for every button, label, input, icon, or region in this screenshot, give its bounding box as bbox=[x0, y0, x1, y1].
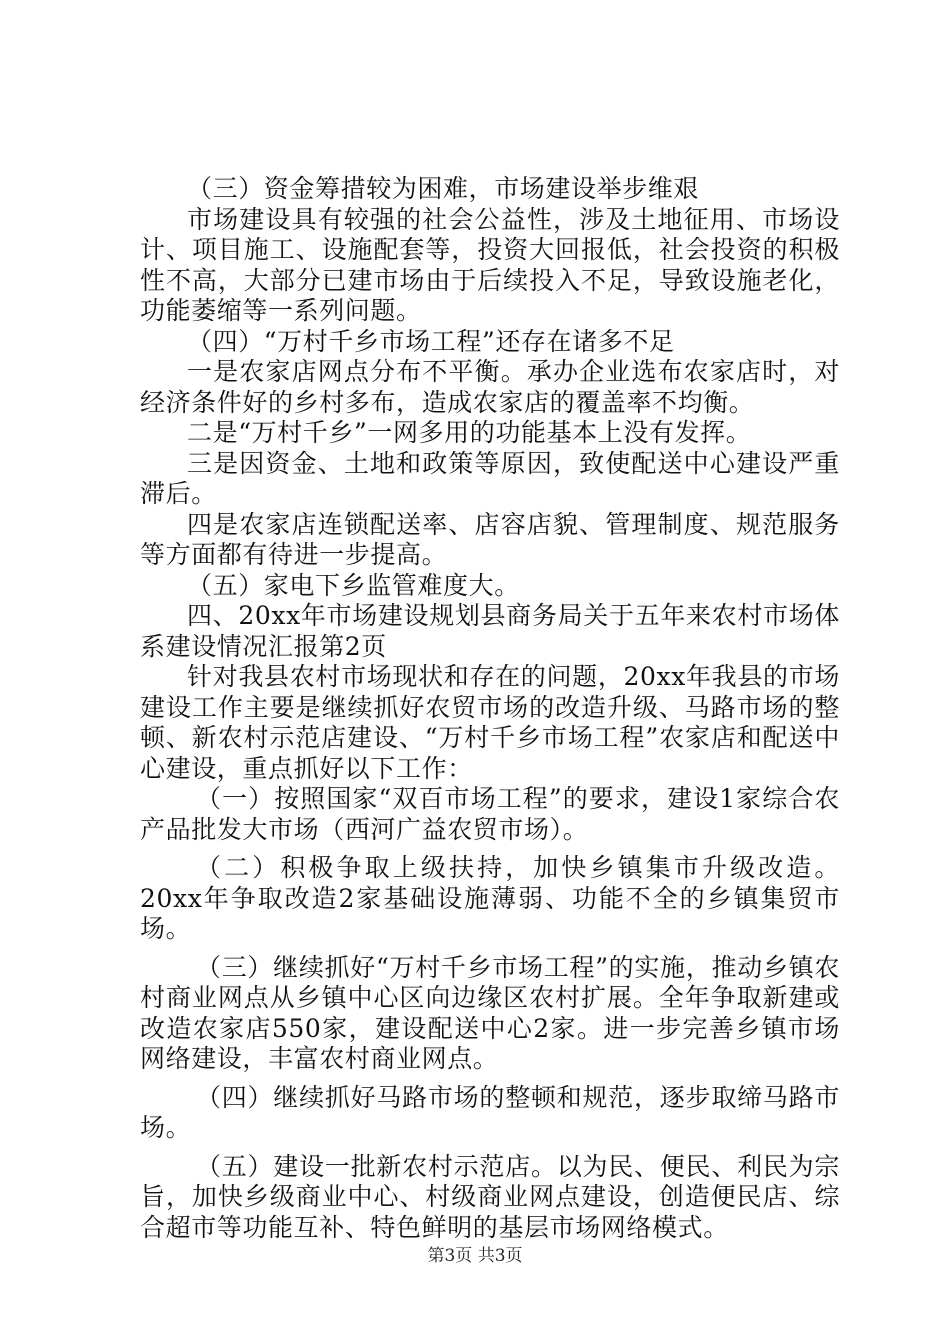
paragraph-point-three: 三是因资金、土地和政策等原因，致使配送中心建设严重滞后。 bbox=[140, 448, 840, 508]
paragraph-point-one: 一是农家店网点分布不平衡。承办企业选布农家店时，对经济条件好的乡村多布，造成农家店的覆盖率不均衡。 bbox=[140, 357, 840, 417]
heading-appliances: （五）家电下乡监管难度大。 bbox=[187, 570, 520, 600]
plan-item-two: （二）积极争取上级扶持，加快乡镇集市升级改造。20xx年争取改造2家基础设施薄弱、功能不全的乡镇集贸市场。 bbox=[140, 853, 840, 943]
heading-funding: （三）资金筹措较为困难，市场建设举步维艰 bbox=[187, 174, 700, 203]
heading-section-four: 四、20xx年市场建设规划县商务局关于五年来农村市场体系建设情况汇报第2页 bbox=[140, 601, 840, 661]
plan-item-four: （四）继续抓好马路市场的整顿和规范，逐步取缔马路市场。 bbox=[140, 1082, 840, 1142]
plan-item-three: （三）继续抓好“万村千乡市场工程”的实施，推动乡镇农村商业网点从乡镇中心区向边缘区农村扩展。全年争取新建或改造农家店550家，建设配送中心2家。进一步完善乡镇市场网络建设，丰富农村商业网点。 bbox=[140, 952, 840, 1073]
paragraph-plan-intro: 针对我县农村市场现状和存在的问题，20xx年我县的市场建设工作主要是继续抓好农贸市场的改造升级、马路市场的整顿、新农村示范店建设、“万村千乡市场工程”农家店和配送中心建设，重点抓好以下工作： bbox=[140, 662, 840, 783]
document-body bbox=[140, 174, 840, 1243]
heading-wancun-qianxiang: （四）“万村千乡市场工程”还存在诸多不足 bbox=[187, 326, 675, 356]
plan-item-five: （五）建设一批新农村示范店。以为民、便民、利民为宗旨，加快乡级商业中心、村级商业网点建设，创造便民店、综合超市等功能互补、特色鲜明的基层市场网络模式。 bbox=[140, 1151, 840, 1242]
paragraph-funding: 市场建设具有较强的社会公益性，涉及土地征用、市场设计、项目施工、设施配套等，投资大回报低，社会投资的积极性不高，大部分已建市场由于后续投入不足，导致设施老化，功能萎缩等一系列问题。 bbox=[140, 204, 840, 325]
page-footer: 第3页 共3页 bbox=[427, 1246, 523, 1266]
paragraph-point-four: 四是农家店连锁配送率、店容店貌、管理制度、规范服务等方面都有待进一步提高。 bbox=[140, 509, 840, 569]
plan-item-one: （一）按照国家“双百市场工程”的要求，建设1家综合农产品批发大市场（西河广益农贸市场）。 bbox=[140, 784, 840, 844]
paragraph-point-two: 二是“万村千乡”一网多用的功能基本上没有发挥。 bbox=[187, 418, 752, 447]
